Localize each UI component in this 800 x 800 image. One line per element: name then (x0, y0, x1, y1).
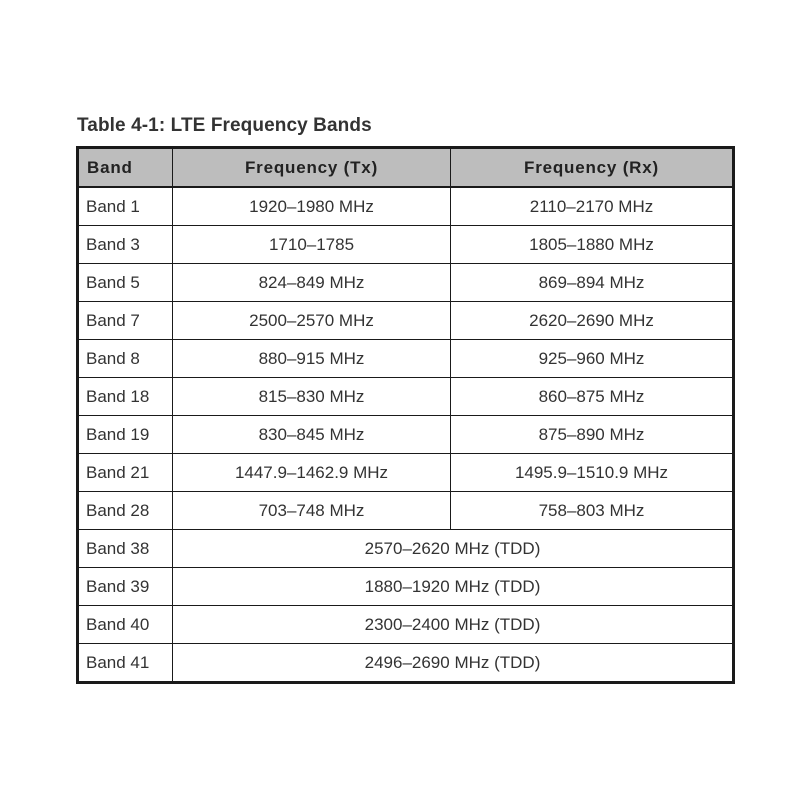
rx-cell: 925–960 MHz (451, 340, 734, 378)
table-row-tdd (78, 530, 734, 568)
tdd-frequency-cell: 2496–2690 MHz (TDD) (173, 644, 734, 683)
table-row (78, 454, 734, 492)
table-row (78, 187, 734, 226)
tx-cell: 830–845 MHz (173, 416, 451, 454)
tx-cell: 1920–1980 MHz (173, 187, 451, 226)
lte-frequency-bands-table (76, 146, 735, 684)
tx-cell: 1710–1785 (173, 226, 451, 264)
band-cell: Band 39 (78, 568, 173, 606)
table-row-tdd (78, 568, 734, 606)
band-cell: Band 18 (78, 378, 173, 416)
tx-cell: 824–849 MHz (173, 264, 451, 302)
band-cell: Band 1 (78, 187, 173, 226)
band-cell: Band 7 (78, 302, 173, 340)
table-header-row (78, 148, 734, 188)
rx-cell: 758–803 MHz (451, 492, 734, 530)
rx-cell: 1805–1880 MHz (451, 226, 734, 264)
table-row (78, 264, 734, 302)
band-cell: Band 40 (78, 606, 173, 644)
rx-cell: 2110–2170 MHz (451, 187, 734, 226)
tdd-frequency-cell: 1880–1920 MHz (TDD) (173, 568, 734, 606)
band-cell: Band 19 (78, 416, 173, 454)
band-cell: Band 8 (78, 340, 173, 378)
table-row (78, 416, 734, 454)
tdd-frequency-cell: 2570–2620 MHz (TDD) (173, 530, 734, 568)
rx-cell: 875–890 MHz (451, 416, 734, 454)
tdd-frequency-cell: 2300–2400 MHz (TDD) (173, 606, 734, 644)
table-row (78, 302, 734, 340)
rx-cell: 1495.9–1510.9 MHz (451, 454, 734, 492)
band-cell: Band 28 (78, 492, 173, 530)
tx-cell: 880–915 MHz (173, 340, 451, 378)
rx-cell: 869–894 MHz (451, 264, 734, 302)
table-row (78, 340, 734, 378)
tx-cell: 1447.9–1462.9 MHz (173, 454, 451, 492)
tx-cell: 2500–2570 MHz (173, 302, 451, 340)
table-caption: Table 4-1: LTE Frequency Bands (77, 115, 372, 136)
table-row (78, 378, 734, 416)
tx-cell: 815–830 MHz (173, 378, 451, 416)
header-frequency-rx: Frequency (Rx) (451, 148, 734, 188)
rx-cell: 860–875 MHz (451, 378, 734, 416)
table-row (78, 226, 734, 264)
rx-cell: 2620–2690 MHz (451, 302, 734, 340)
tx-cell: 703–748 MHz (173, 492, 451, 530)
band-cell: Band 41 (78, 644, 173, 683)
header-band: Band (78, 148, 173, 188)
header-frequency-tx: Frequency (Tx) (173, 148, 451, 188)
band-cell: Band 3 (78, 226, 173, 264)
band-cell: Band 21 (78, 454, 173, 492)
band-cell: Band 5 (78, 264, 173, 302)
table-row-tdd (78, 644, 734, 683)
table-row-tdd (78, 606, 734, 644)
table-row (78, 492, 734, 530)
band-cell: Band 38 (78, 530, 173, 568)
